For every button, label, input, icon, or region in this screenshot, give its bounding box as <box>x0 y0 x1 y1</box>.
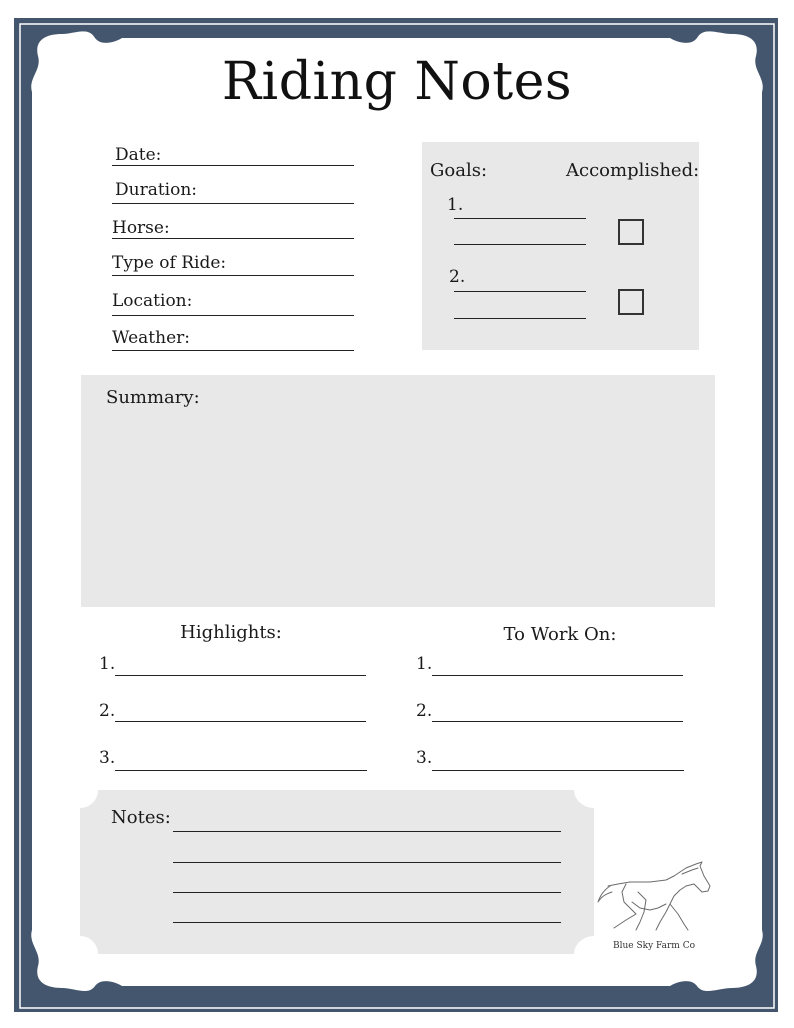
page-title: Riding Notes <box>221 52 573 112</box>
highlight-number-2: 2. <box>99 701 116 721</box>
work-on-label: To Work On: <box>503 624 617 645</box>
goal-line-1b[interactable] <box>454 244 586 245</box>
field-label-date: Date: <box>115 145 162 165</box>
notes-line-4[interactable] <box>173 922 561 923</box>
summary-label: Summary: <box>106 387 200 408</box>
goal-1-checkbox[interactable] <box>618 219 644 245</box>
summary-panel[interactable] <box>81 375 715 607</box>
field-label-horse: Horse: <box>112 218 170 238</box>
field-label-duration: Duration: <box>115 180 198 200</box>
goal-line-2b[interactable] <box>454 318 586 319</box>
work-on-number-3: 3. <box>416 748 433 768</box>
work-on-line-1[interactable] <box>432 675 683 676</box>
accomplished-label: Accomplished: <box>566 160 700 181</box>
horse-icon <box>596 856 718 940</box>
field-line-type-of-ride[interactable] <box>112 275 354 276</box>
highlight-number-1: 1. <box>99 654 116 674</box>
work-on-number-1: 1. <box>416 654 433 674</box>
goal-number-1: 1. <box>447 195 464 215</box>
goals-label: Goals: <box>430 160 488 181</box>
notes-line-3[interactable] <box>173 892 561 893</box>
highlight-number-3: 3. <box>99 748 116 768</box>
highlights-label: Highlights: <box>180 622 282 643</box>
work-on-line-2[interactable] <box>432 721 683 722</box>
highlight-line-3[interactable] <box>115 770 367 771</box>
field-line-location[interactable] <box>112 315 354 316</box>
field-label-weather: Weather: <box>112 328 190 348</box>
field-label-type-of-ride: Type of Ride: <box>112 253 227 273</box>
field-line-date[interactable] <box>112 165 354 166</box>
highlight-line-2[interactable] <box>115 721 366 722</box>
goal-line-2a[interactable] <box>454 291 586 292</box>
goal-line-1a[interactable] <box>454 218 586 219</box>
field-line-horse[interactable] <box>112 238 354 239</box>
work-on-number-2: 2. <box>416 701 433 721</box>
work-on-line-3[interactable] <box>432 770 684 771</box>
goal-2-checkbox[interactable] <box>618 289 644 315</box>
field-line-weather[interactable] <box>112 350 354 351</box>
field-line-duration[interactable] <box>112 203 354 204</box>
notes-line-1[interactable] <box>173 831 561 832</box>
notes-label: Notes: <box>111 807 171 828</box>
notes-line-2[interactable] <box>173 862 561 863</box>
field-label-location: Location: <box>112 291 193 311</box>
goal-number-2: 2. <box>449 267 466 287</box>
brand-name: Blue Sky Farm Co <box>612 941 696 951</box>
highlight-line-1[interactable] <box>115 675 366 676</box>
